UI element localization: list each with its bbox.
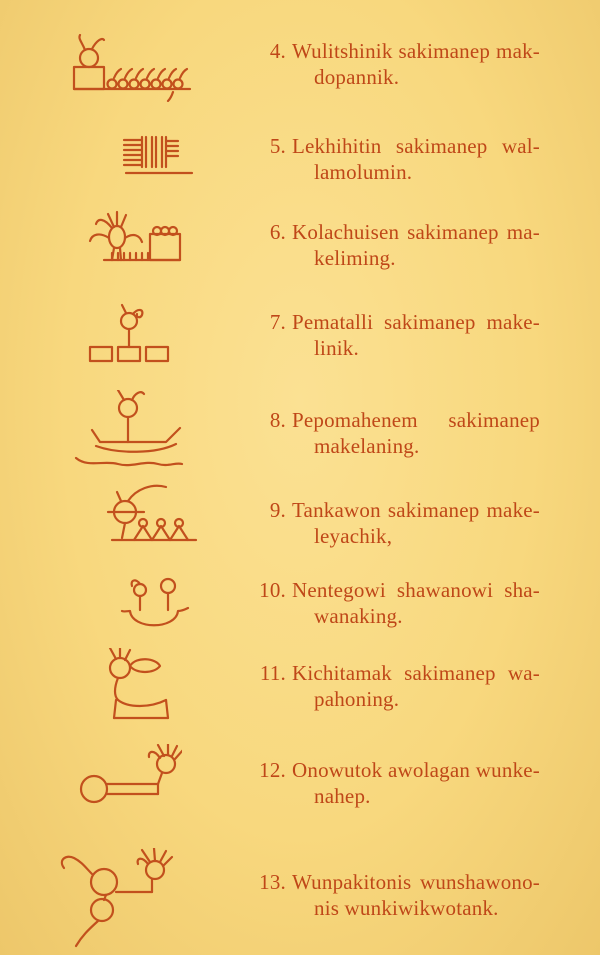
verse-number: 5. — [269, 134, 286, 158]
verse-number: 11. — [259, 661, 286, 685]
verse-number: 6. — [269, 220, 286, 244]
verse-line-2: leyachik, — [314, 524, 393, 548]
verse-line-1: Wulitshinik sakimanep mak- — [292, 39, 540, 63]
figure-standing-on-three-squares-icon — [88, 303, 174, 365]
verse-line-1: Kolachuisen sakimanep ma- — [292, 220, 540, 244]
horned-figure-with-lodge-icon — [84, 210, 196, 268]
two-figures-in-bowl-icon — [114, 566, 194, 634]
verse-line-1: Onowutok awolagan wunke- — [292, 758, 540, 782]
verse-text — [252, 757, 540, 809]
verse-line-1: Tankawon sakimanep make- — [292, 498, 540, 522]
verse-line-1: Nentegowi shawanowi sha- — [292, 578, 540, 602]
verse-line-2: linik. — [314, 336, 359, 360]
verse-number: 4. — [269, 39, 286, 63]
verse-line-2: lamolumin. — [314, 160, 413, 184]
verse-text — [252, 660, 540, 712]
verse-text — [252, 309, 540, 361]
figure-in-canoe-on-water-icon — [68, 390, 186, 472]
verse-number: 9. — [269, 498, 286, 522]
verse-text — [252, 38, 540, 90]
verse-text — [252, 407, 540, 459]
linked-circles-and-haired-head-icon — [58, 848, 178, 952]
verse-number: 8. — [269, 408, 286, 432]
verse-line-2: nahep. — [314, 784, 371, 808]
figure-with-three-tents-icon — [100, 483, 202, 555]
verse-number: 7. — [269, 310, 286, 334]
pipe-linking-two-heads-icon — [78, 744, 182, 810]
verse-text — [252, 497, 540, 549]
verse-line-2: wanaking. — [314, 604, 403, 628]
verse-line-1: Lekhihitin sakimanep wal- — [292, 134, 540, 158]
verse-line-1: Kichitamak sakimanep wa- — [292, 661, 540, 685]
verse-text — [252, 869, 540, 921]
verse-text — [252, 219, 540, 271]
verse-text — [252, 577, 540, 629]
verse-number: 10. — [259, 578, 286, 602]
engraved-tally-record-icon — [116, 133, 196, 185]
beaver-figure-with-trough-icon — [92, 648, 180, 724]
verse-line-1: Wunpakitonis wunshawono- — [292, 870, 540, 894]
verse-line-2: dopannik. — [314, 65, 400, 89]
chief-on-seat-with-seven-coils-icon — [70, 34, 195, 102]
verse-line-2: nis wunkiwikwotank. — [314, 896, 499, 920]
verse-number: 12. — [259, 758, 286, 782]
verse-line-2: keliming. — [314, 246, 396, 270]
verse-text — [252, 133, 540, 185]
verse-line-2: makelaning. — [314, 434, 420, 458]
verse-line-1: Pepomahenem sakimanep — [292, 408, 540, 432]
verse-line-2: pahoning. — [314, 687, 400, 711]
verse-number: 13. — [259, 870, 286, 894]
verse-line-1: Pematalli sakimanep make- — [292, 310, 540, 334]
